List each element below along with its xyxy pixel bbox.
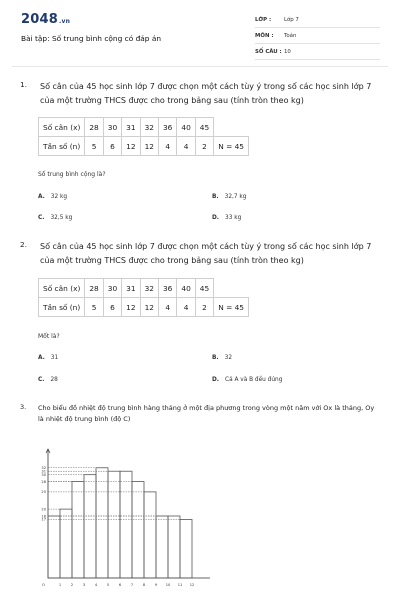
option-text: 32,5 kg (50, 215, 73, 221)
option-b[interactable] (212, 194, 246, 200)
option-a[interactable] (38, 355, 58, 361)
table-cell: 4 (177, 298, 195, 317)
y-tick-label: 25 (41, 490, 46, 495)
table-cell: 31 (122, 279, 140, 298)
option-letter: C. (38, 377, 45, 383)
option-letter: B. (212, 355, 219, 361)
table-cell: 12 (122, 298, 140, 317)
option-letter: A. (38, 194, 45, 200)
x-tick-label: 1 (58, 583, 62, 587)
x-tick-label: 5 (106, 583, 110, 587)
bar (108, 471, 120, 578)
y-tick-label: 17 (41, 517, 46, 522)
option-d[interactable] (212, 215, 241, 221)
option-text: 28 (50, 377, 58, 383)
bar (48, 516, 60, 578)
bar (144, 492, 156, 578)
meta-value: 10 (284, 49, 291, 55)
bar (168, 516, 180, 578)
table-cell: N = 45 (214, 298, 249, 317)
table-cell: 6 (103, 137, 121, 156)
meta-row-count (255, 46, 380, 60)
y-tick-label: 31 (41, 469, 46, 474)
table-cell: 40 (177, 279, 195, 298)
table-cell: Tần số (n) (39, 137, 85, 156)
table-cell: Số cân (x) (39, 279, 85, 298)
bar (120, 471, 132, 578)
origin-label: O (42, 583, 45, 587)
bar (180, 519, 192, 578)
meta-row-subject (255, 30, 380, 44)
table-cell: 36 (158, 118, 176, 137)
table-cell: 32 (140, 279, 158, 298)
meta-value: Lớp 7 (284, 17, 299, 23)
option-letter: D. (212, 377, 220, 383)
x-tick-label: 11 (177, 583, 183, 587)
table-cell: Tần số (n) (39, 298, 85, 317)
question-text: Cho biểu đồ nhiệt độ trung bình hàng tháng ở một địa phương trong vòng một năm với Ox là tháng, Oy là nhiệt độ trung bình (độ C) (38, 404, 375, 423)
x-tick-label: 4 (94, 583, 98, 587)
table-row (39, 298, 249, 317)
option-d[interactable] (212, 377, 282, 383)
option-text: 33 kg (225, 215, 242, 221)
option-text: 31 (50, 355, 59, 361)
table-cell: 32 (140, 118, 158, 137)
table-cell: 31 (122, 118, 140, 137)
frequency-table (38, 117, 249, 156)
question-number: 3. (20, 403, 27, 411)
bar (72, 482, 84, 578)
table-cell (214, 118, 249, 137)
option-a[interactable] (38, 194, 67, 200)
table-cell: 40 (177, 118, 195, 137)
x-tick-label: 2 (70, 583, 74, 587)
table-row (39, 279, 249, 298)
bar (132, 482, 144, 578)
y-tick-label: 20 (41, 507, 46, 512)
site-logo[interactable] (21, 12, 70, 27)
table-cell: 45 (195, 118, 213, 137)
option-text: Cả A và B đều đúng (225, 377, 283, 383)
table-cell: 5 (85, 137, 103, 156)
x-tick-label: 10 (165, 583, 171, 587)
table-cell: N = 45 (214, 137, 249, 156)
question-number: 1. (20, 80, 27, 89)
x-tick-label: 12 (189, 583, 195, 587)
x-tick-label: 7 (130, 583, 134, 587)
x-tick-label: 6 (118, 583, 122, 587)
page-header (0, 0, 400, 66)
logo-suffix: .vn (58, 18, 71, 25)
meta-value: Toán (284, 33, 297, 39)
table-cell: 12 (140, 137, 158, 156)
table-cell: 36 (158, 279, 176, 298)
page-title: Bài tập: Số trung bình cộng có đáp án (21, 34, 162, 43)
frequency-table (38, 278, 249, 317)
y-tick-label: 32 (41, 466, 46, 471)
table-cell: 4 (177, 137, 195, 156)
table-cell: 12 (140, 298, 158, 317)
sub-question: Số trung bình cộng là? (38, 171, 106, 178)
bar (96, 468, 108, 578)
y-tick-label: 18 (41, 514, 46, 519)
bar (156, 516, 168, 578)
option-b[interactable] (212, 355, 232, 361)
meta-key: MÔN : (255, 33, 274, 39)
x-tick-label: 9 (154, 583, 158, 587)
option-letter: A. (38, 355, 45, 361)
option-c[interactable] (38, 377, 58, 383)
option-text: 32 kg (50, 194, 68, 200)
table-cell: 2 (195, 298, 213, 317)
table-cell: 12 (122, 137, 140, 156)
option-text: 32,7 kg (224, 194, 247, 200)
table-row (39, 137, 249, 156)
logo-text: 2048 (21, 12, 58, 27)
table-cell: 28 (85, 118, 103, 137)
table-cell: 2 (195, 137, 213, 156)
question-text: Số cân của 45 học sinh lớp 7 được chọn một cách tùy ý trong số các học sinh lớp 7 của một trường THCS được cho trong bảng sau (tính tròn theo kg) (40, 82, 372, 105)
x-tick-label: 3 (82, 583, 86, 587)
table-cell (214, 279, 249, 298)
meta-row-class (255, 14, 380, 28)
temperature-chart (36, 448, 226, 592)
meta-panel (255, 14, 380, 62)
option-letter: D. (212, 215, 220, 221)
option-letter: C. (38, 215, 45, 221)
header-divider (12, 66, 388, 67)
meta-key: SỐ CÂU : (255, 49, 282, 55)
table-cell: 5 (85, 298, 103, 317)
table-cell: 4 (158, 298, 176, 317)
y-tick-label: 28 (41, 479, 46, 484)
sub-question: Mốt là? (38, 333, 60, 340)
option-letter: B. (212, 194, 219, 200)
table-cell: 45 (195, 279, 213, 298)
option-c[interactable] (38, 215, 72, 221)
bar (84, 475, 96, 578)
table-cell: 4 (158, 137, 176, 156)
meta-key: LỚP : (255, 17, 272, 23)
question-text: Số cân của 45 học sinh lớp 7 được chọn một cách tùy ý trong số các học sinh lớp 7 của một trường THCS được cho trong bảng sau (tính tròn theo kg) (40, 242, 372, 265)
table-cell: 6 (103, 298, 121, 317)
table-cell: 30 (103, 279, 121, 298)
table-cell: Số cân (x) (39, 118, 85, 137)
x-tick-label: 8 (142, 583, 146, 587)
option-text: 32 (224, 355, 233, 361)
question-number: 2. (20, 240, 27, 249)
y-tick-label: 30 (41, 472, 46, 477)
table-cell: 30 (103, 118, 121, 137)
table-cell: 28 (85, 279, 103, 298)
table-row (39, 118, 249, 137)
